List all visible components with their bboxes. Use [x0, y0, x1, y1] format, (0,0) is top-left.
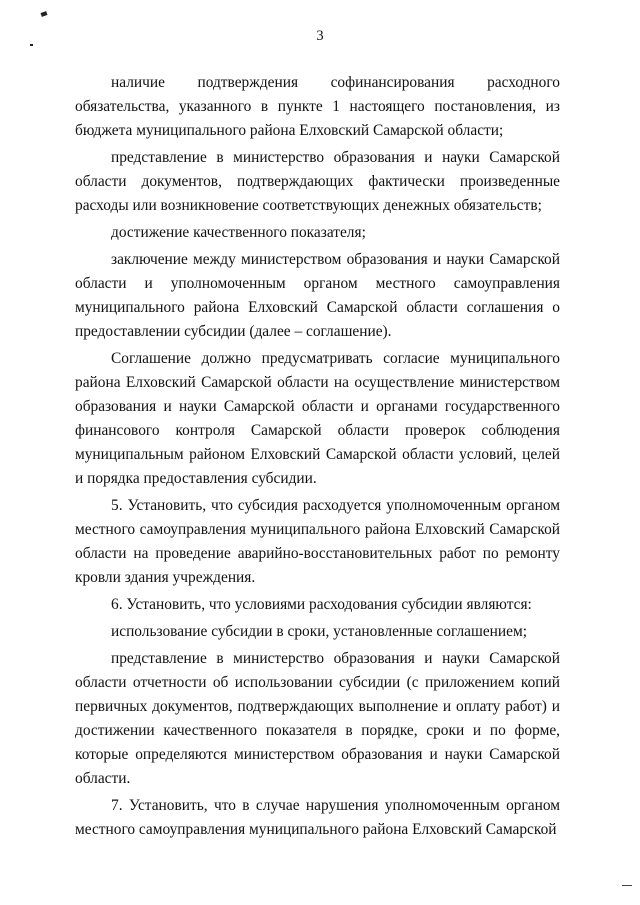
paragraph: заключение между министерством образования и науки Самарской области и уполномоченным органом местного самоуправления муниципального района Елховский Самарской области соглашения о предоставлении субсидии (далее – соглашение).	[75, 251, 560, 340]
document-body	[75, 71, 560, 842]
paragraph: наличие подтверждения софинансирования расходного обязательства, указанного в пункте 1 настоящего постановления, из бюджета муниципального района Елховский Самарской области;	[75, 74, 560, 139]
paragraph: представление в министерство образования и науки Самарской области отчетности об использовании субсидии (с приложением копий первичных документов, подтверждающих выполнение и оплату работ) и достижении качественного показателя в порядке, сроки и по форме, которые определяются министерством образования и науки Самарской области.	[75, 650, 560, 787]
scan-mark	[622, 885, 632, 886]
scan-mark	[40, 11, 47, 17]
paragraph: 5. Установить, что субсидия расходуется уполномоченным органом местного самоуправления муниципального района Елховский Самарской области на проведение аварийно-восстановительных работ по ремонту кровли здания учреждения.	[75, 497, 560, 586]
page-number: 3	[316, 28, 324, 44]
paragraph: 6. Установить, что условиями расходования субсидии являются:	[111, 596, 532, 613]
paragraph: представление в министерство образования и науки Самарской области документов, подтверждающих фактически произведенные расходы или возникновение соответствующих денежных обязательств;	[75, 149, 560, 214]
paragraph: использование субсидии в сроки, установленные соглашением;	[111, 623, 527, 640]
paragraph: Соглашение должно предусматривать согласие муниципального района Елховский Самарской области на осуществление министерством образования и науки Самарской области и органами государственного финансового контроля Самарской области проверок соблюдения муниципальным районом Елховский Самарской области условий, целей и порядка предоставления субсидии.	[75, 350, 560, 487]
paragraph: достижение качественного показателя;	[111, 224, 366, 241]
paragraph: 7. Установить, что в случае нарушения уполномоченным органом местного самоуправления муниципального района Елховский Самарской	[75, 797, 560, 838]
